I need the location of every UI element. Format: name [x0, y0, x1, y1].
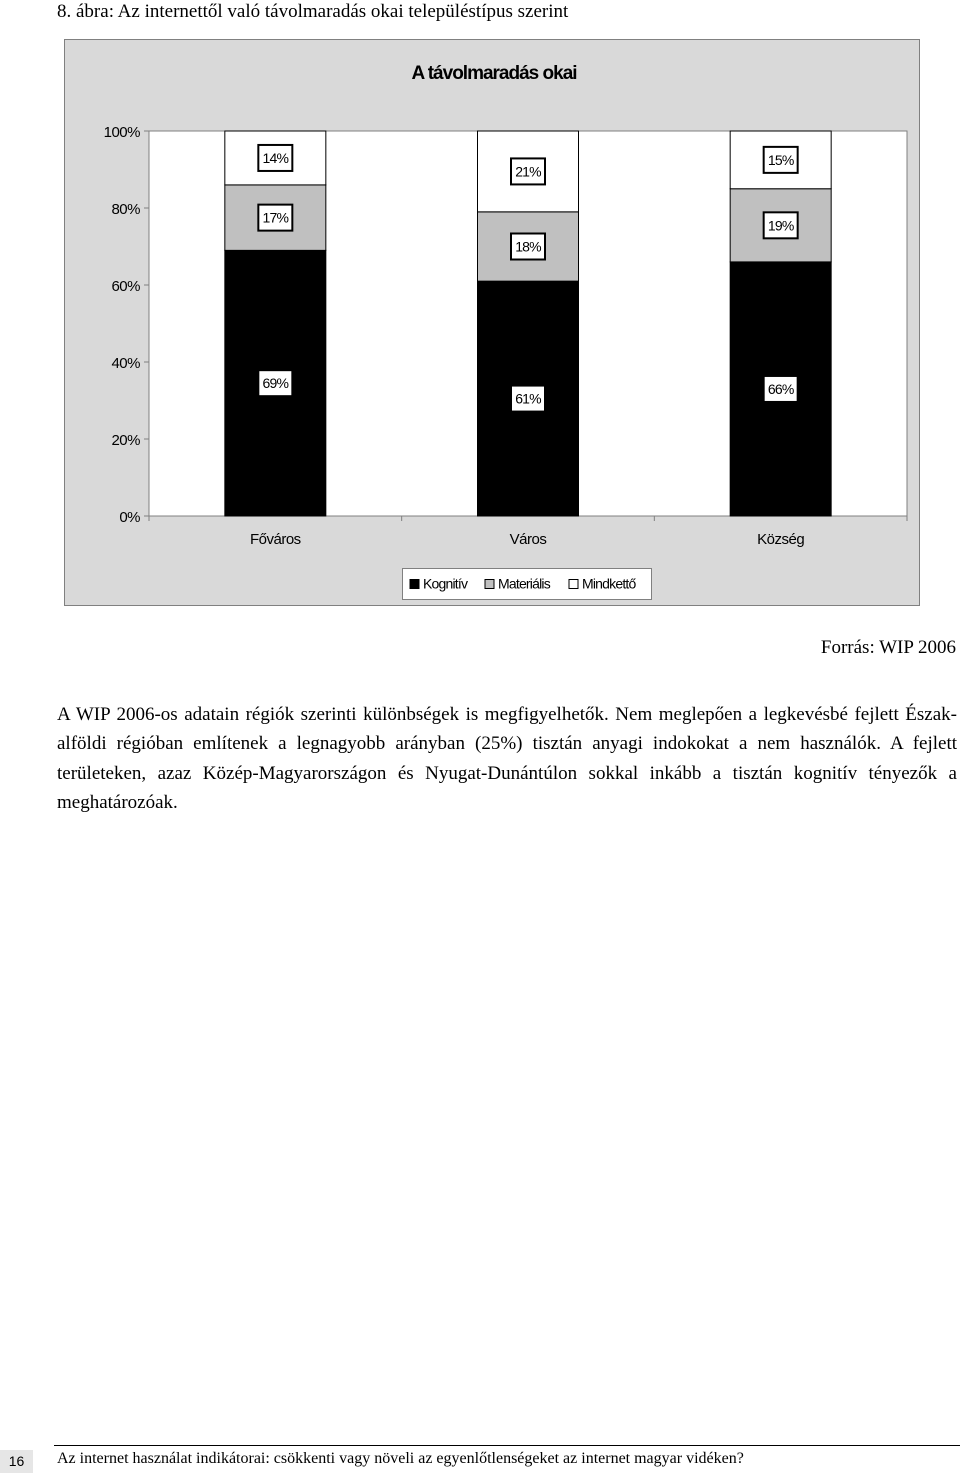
stacked-bar-chart	[0, 0, 960, 620]
source-note: Forrás: WIP 2006	[820, 637, 956, 658]
x-category-label: Város	[509, 531, 547, 548]
y-tick-label: 60%	[111, 278, 140, 295]
x-category-label: Község	[757, 531, 805, 548]
y-tick-label: 40%	[111, 355, 140, 372]
data-label: 61%	[515, 390, 541, 407]
legend	[403, 569, 652, 600]
legend-swatch	[569, 580, 578, 589]
y-tick-label: 0%	[119, 509, 140, 526]
data-label: 14%	[262, 149, 289, 166]
legend-label: Materiális	[498, 575, 550, 592]
chart-title: A távolmaradás okai	[411, 63, 577, 84]
legend-label: Mindkettő	[582, 575, 636, 592]
y-tick-label: 80%	[111, 201, 140, 218]
footer-divider	[54, 1445, 960, 1446]
data-label: 15%	[767, 151, 794, 168]
legend-label: Kognitív	[423, 575, 468, 592]
data-label: 19%	[767, 217, 794, 234]
page-number: 16	[0, 1450, 33, 1473]
y-tick-label: 100%	[103, 124, 140, 141]
running-footer: Az internet használat indikátorai: csökkenti vagy növeli az egyenlőtlenségeket az internet magyar vidéken?	[57, 1450, 744, 1467]
data-label: 17%	[262, 209, 289, 226]
body-paragraph: A WIP 2006-os adatain régiók szerinti különbségek is megfigyelhetők. Nem meglepően a legkevésbé fejlett Észak-alföldi régióban említenek a legnagyobb arányban (25%) tisztán anyagi indokokat a nem használók. A fejlett területeken, azaz Közép-Magyarországon és Nyugat-Dunántúlon sokkal inkább a tisztán kognitív tényezők a meghatározóak.	[57, 704, 957, 813]
data-label: 66%	[767, 380, 794, 397]
bar-series	[225, 131, 831, 516]
y-tick-label: 20%	[111, 432, 140, 449]
data-label: 21%	[515, 163, 541, 180]
data-label: 69%	[262, 375, 289, 392]
x-category-label: Főváros	[249, 531, 301, 548]
legend-swatch	[410, 580, 419, 589]
data-label: 18%	[515, 238, 541, 255]
legend-swatch	[485, 580, 494, 589]
figure-caption: 8. ábra: Az internettől való távolmaradás okai településtípus szerint	[57, 1, 569, 22]
